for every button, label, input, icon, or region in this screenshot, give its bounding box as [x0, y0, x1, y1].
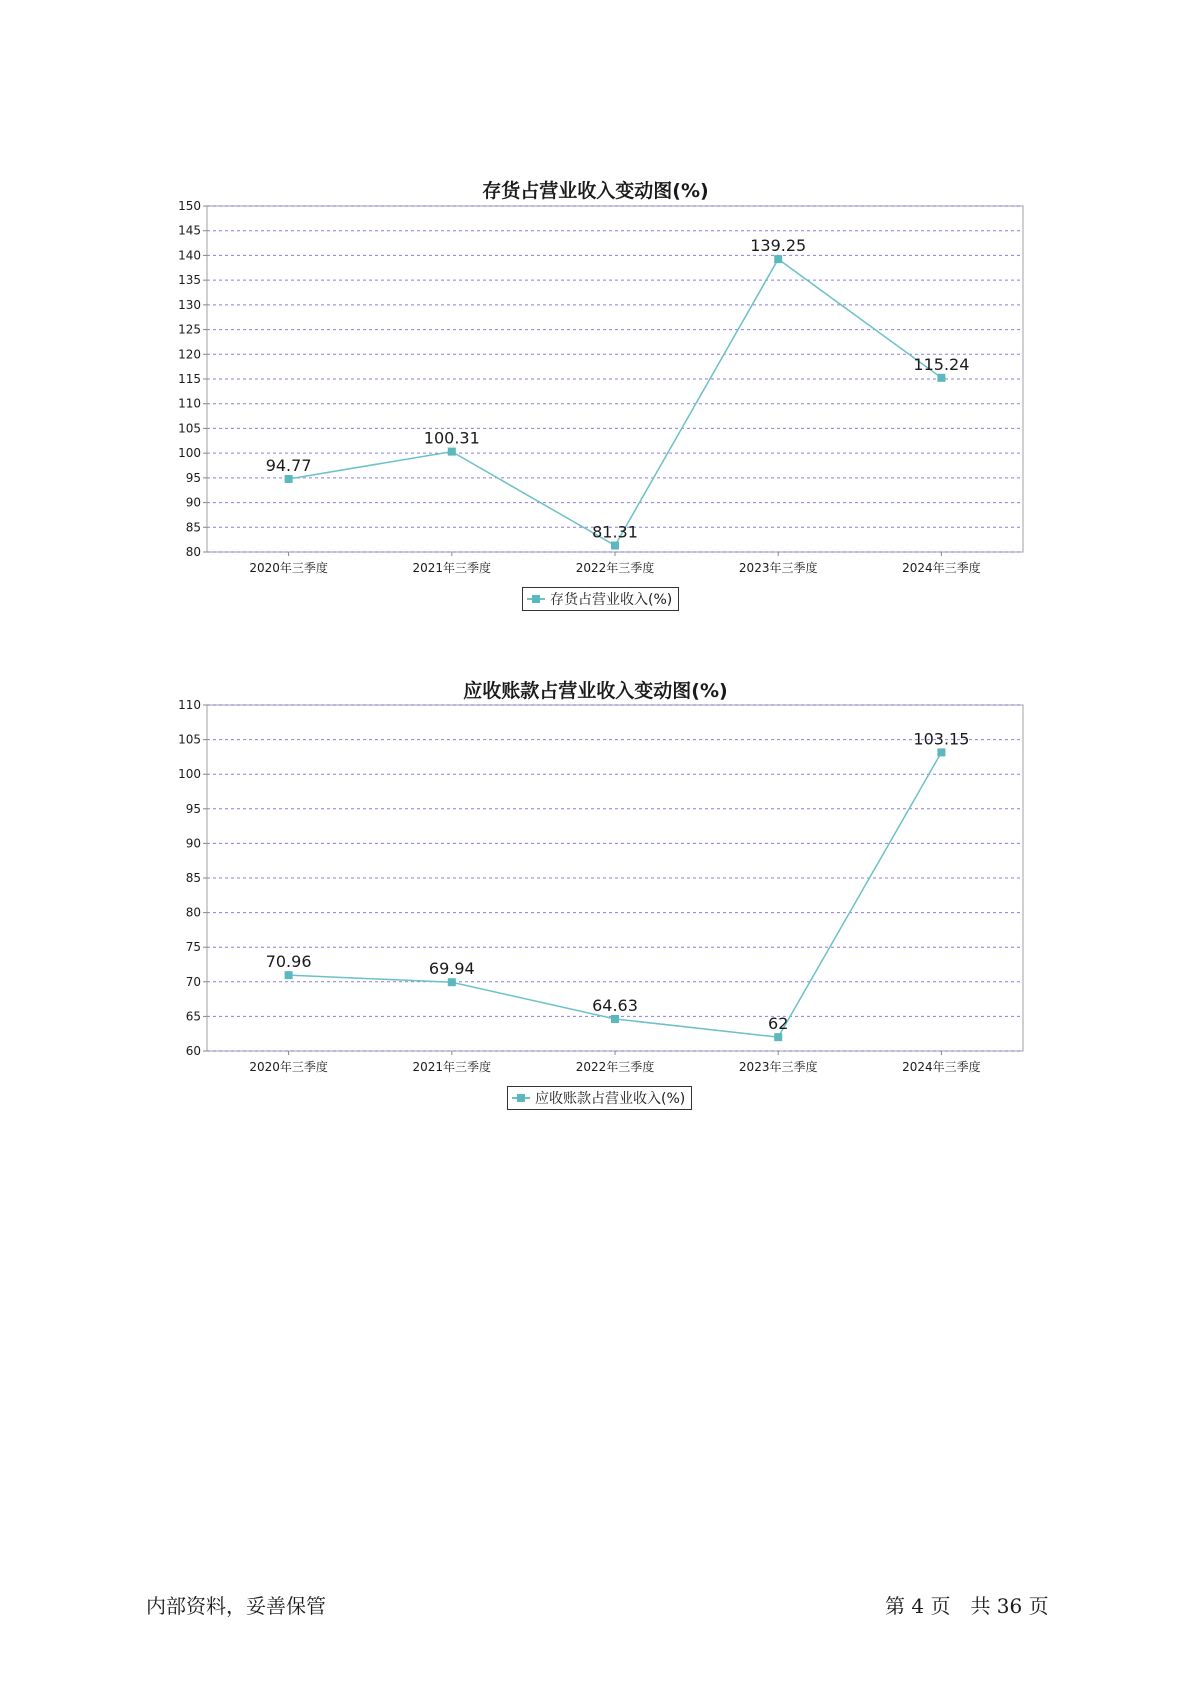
legend-label: 应收账款占营业收入(%) [535, 1091, 686, 1107]
y-tick-label: 90 [185, 836, 201, 851]
y-tick-label: 140 [178, 248, 201, 263]
chart-title: 应收账款占营业收入变动图(%) [463, 680, 728, 702]
y-tick-label: 110 [178, 698, 201, 712]
x-tick-label: 2020年三季度 [249, 1060, 328, 1074]
x-tick-label: 2022年三季度 [575, 561, 655, 575]
data-label: 62 [768, 1014, 789, 1034]
y-tick-label: 150 [178, 199, 201, 213]
data-label: 64.63 [592, 995, 638, 1015]
data-point [611, 1015, 619, 1023]
y-tick-label: 65 [185, 1009, 201, 1024]
y-tick-label: 115 [178, 372, 201, 386]
data-label: 94.77 [265, 455, 312, 475]
y-tick-label: 90 [185, 495, 201, 510]
y-tick-label: 100 [178, 767, 201, 782]
y-tick-label: 110 [178, 396, 201, 411]
y-tick-label: 70 [185, 974, 201, 989]
footer-left: 内部资料，妥善保管 [146, 1594, 326, 1618]
data-label: 69.94 [428, 959, 475, 979]
x-tick-label: 2023年三季度 [738, 1060, 818, 1074]
data-label: 115.24 [913, 354, 970, 374]
y-tick-label: 85 [185, 520, 201, 535]
y-tick-label: 80 [185, 905, 201, 920]
legend-label: 存货占营业收入(%) [550, 592, 673, 608]
y-tick-label: 95 [185, 801, 201, 816]
legend [507, 1086, 692, 1110]
data-point [285, 971, 293, 979]
x-tick-label: 2021年三季度 [412, 561, 492, 575]
y-tick-label: 95 [185, 470, 201, 485]
y-tick-label: 130 [178, 297, 201, 312]
x-tick-label: 2020年三季度 [249, 561, 328, 575]
x-tick-label: 2023年三季度 [738, 561, 818, 575]
y-tick-label: 120 [178, 347, 201, 362]
footer-page-number: 第 4 页 共 36 页 [885, 1594, 1049, 1618]
y-tick-label: 105 [178, 421, 201, 436]
y-tick-label: 100 [178, 446, 201, 461]
data-point [448, 978, 456, 986]
x-tick-label: 2022年三季度 [575, 1060, 655, 1074]
x-tick-label: 2024年三季度 [902, 561, 981, 575]
y-tick-label: 105 [178, 732, 201, 747]
y-tick-label: 80 [185, 545, 201, 559]
y-tick-label: 60 [185, 1044, 201, 1058]
x-tick-label: 2024年三季度 [902, 1060, 981, 1074]
data-label: 139.25 [750, 236, 807, 256]
data-label: 103.15 [913, 729, 970, 749]
data-label: 70.96 [265, 952, 312, 972]
y-tick-label: 135 [178, 273, 201, 288]
y-tick-label: 75 [185, 940, 201, 955]
data-point [774, 1033, 782, 1041]
y-tick-label: 145 [178, 223, 201, 238]
data-label: 100.31 [423, 428, 480, 448]
data-label: 81.31 [592, 522, 638, 542]
y-tick-label: 125 [178, 322, 201, 337]
chart-title: 存货占营业收入变动图(%) [482, 180, 709, 202]
legend-marker-icon [512, 1093, 530, 1103]
y-tick-label: 85 [185, 871, 201, 885]
x-tick-label: 2021年三季度 [412, 1060, 492, 1074]
data-point [937, 748, 945, 756]
